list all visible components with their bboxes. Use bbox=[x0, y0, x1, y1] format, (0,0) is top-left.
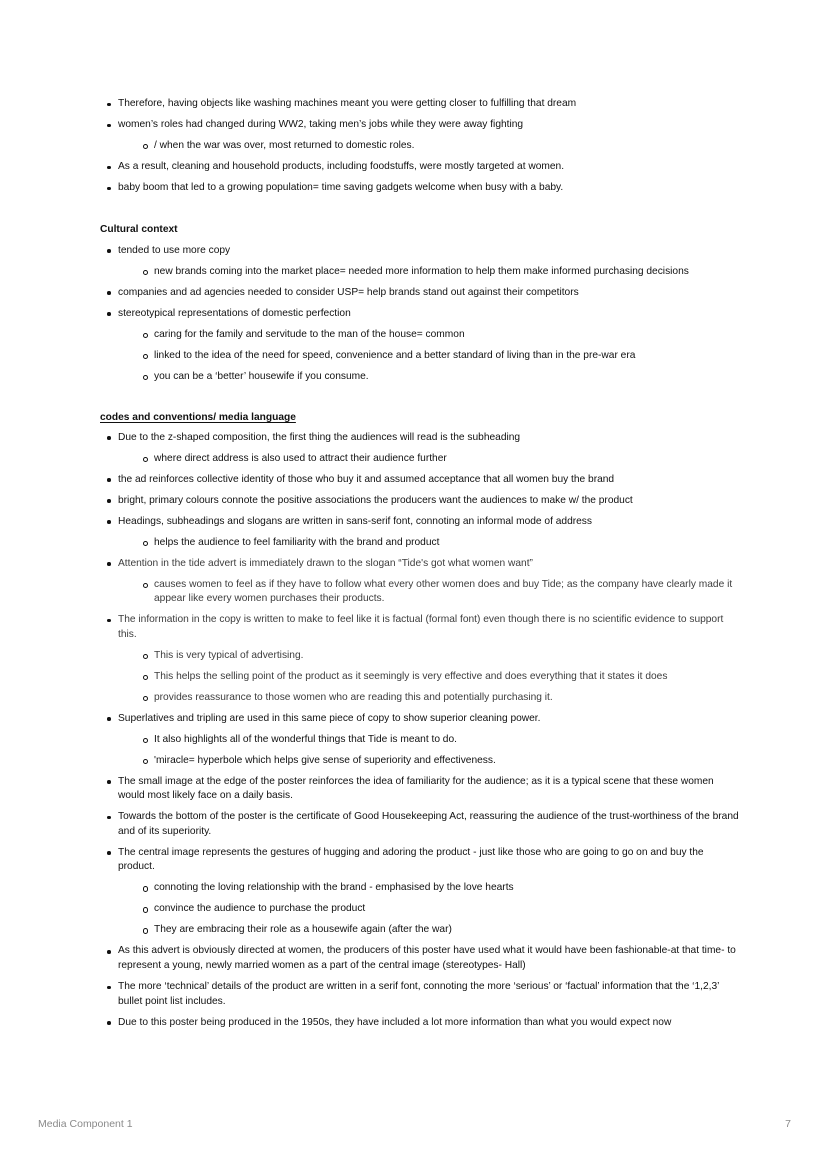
sub-list bbox=[118, 649, 740, 706]
list-item-text: women’s roles had changed during WW2, taking men’s jobs while they were away fighting bbox=[118, 118, 524, 130]
list-item bbox=[100, 181, 740, 196]
sub-list-item: provides reassurance to those women who are reading this and potentially purchasing it. bbox=[118, 691, 740, 706]
list-item-text: The central image represents the gestures of hugging and adoring the product - just like those who are going to go on and buy the product. bbox=[118, 846, 704, 873]
list-item bbox=[100, 431, 740, 467]
list-item-text: Due to this poster being produced in the 1950s, they have included a lot more information than what you would expect now bbox=[118, 1016, 672, 1028]
list-item bbox=[100, 810, 740, 839]
sub-list-item: 'miracle= hyperbole which helps give sense of superiority and effectiveness. bbox=[118, 754, 740, 769]
list-item bbox=[100, 97, 740, 112]
sub-list bbox=[118, 139, 740, 154]
list-item-text: Headings, subheadings and slogans are written in sans-serif font, connoting an informal mode of address bbox=[118, 515, 592, 527]
sub-list bbox=[118, 536, 740, 551]
list-item bbox=[100, 244, 740, 280]
list-item bbox=[100, 494, 740, 509]
sub-list-item: causes women to feel as if they have to follow what every other women does and buy Tide; as the company have clearly made it appear like every women purchases their products. bbox=[118, 578, 740, 607]
cultural-context-heading: Cultural context bbox=[100, 223, 178, 235]
sub-list-item: It also highlights all of the wonderful things that Tide is meant to do. bbox=[118, 733, 740, 748]
sub-list-item: connoting the loving relationship with the brand - emphasised by the love hearts bbox=[118, 881, 740, 896]
footer-title: Media Component 1 bbox=[38, 1118, 133, 1130]
sub-list-item: linked to the idea of the need for speed, convenience and a better standard of living than in the pre-war era bbox=[118, 349, 740, 364]
list-item bbox=[100, 160, 740, 175]
list-item-text: Superlatives and tripling are used in this same piece of copy to show superior cleaning power. bbox=[118, 712, 541, 724]
list-item bbox=[100, 286, 740, 301]
list-item-text: As a result, cleaning and household products, including foodstuffs, were mostly targeted at women. bbox=[118, 160, 565, 172]
codes-conventions-heading: codes and conventions/ media language bbox=[100, 412, 296, 424]
list-item-text: Attention in the tide advert is immediately drawn to the slogan “Tide's got what women want” bbox=[118, 557, 533, 569]
list-item bbox=[100, 1016, 740, 1031]
list-item-text: stereotypical representations of domestic perfection bbox=[118, 307, 351, 319]
list-item-text: As this advert is obviously directed at women, the producers of this poster have used what it would have been fashionable-at that time- to represent a young, newly married women as a part of the central image (stereotypes- Hall) bbox=[118, 945, 736, 971]
list-item bbox=[100, 846, 740, 938]
sub-list-item: convince the audience to purchase the product bbox=[118, 902, 740, 917]
list-item-text: the ad reinforces collective identity of those who buy it and assumed acceptance that all women buy the brand bbox=[118, 473, 615, 485]
list-item-text: companies and ad agencies needed to consider USP= help brands stand out against their competitors bbox=[118, 286, 579, 298]
sub-list bbox=[118, 733, 740, 769]
sub-list-item: They are embracing their role as a housewife again (after the war) bbox=[118, 923, 740, 938]
list-item-text: tended to use more copy bbox=[118, 244, 231, 256]
list-item bbox=[100, 118, 740, 154]
list-item-text: baby boom that led to a growing population= time saving gadgets welcome when busy with a baby. bbox=[118, 181, 564, 193]
sub-list-item: where direct address is also used to attract their audience further bbox=[118, 452, 740, 467]
sub-list-item: helps the audience to feel familiarity with the brand and product bbox=[118, 536, 740, 551]
sub-list bbox=[118, 328, 740, 385]
list-item-text: Therefore, having objects like washing machines meant you were getting closer to fulfilling that dream bbox=[118, 98, 577, 109]
sub-list-item: This is very typical of advertising. bbox=[118, 649, 740, 664]
list-item bbox=[100, 473, 740, 488]
sub-list bbox=[118, 578, 740, 607]
list-item-text: The small image at the edge of the poster reinforces the idea of familiarity for the audience; as it is a typical scene that these women would most likely face on a daily basis. bbox=[118, 775, 714, 802]
sub-list-item: you can be a ‘better’ housewife if you consume. bbox=[118, 370, 740, 385]
list-item bbox=[100, 557, 740, 607]
list-item-text: Towards the bottom of the poster is the certificate of Good Housekeeping Act, reassuring the audience of the trust-worthiness of the brand and of its superiority. bbox=[118, 811, 739, 837]
page-content bbox=[100, 97, 740, 1030]
list-item bbox=[100, 980, 740, 1009]
sub-list-item: This helps the selling point of the product as it seemingly is very effective and does everything that it states it does bbox=[118, 670, 740, 685]
sub-list-item: new brands coming into the market place= needed more information to help them make informed purchasing decisions bbox=[118, 265, 740, 280]
cultural-context-list bbox=[100, 244, 740, 385]
page-number: 7 bbox=[785, 1118, 791, 1130]
intro-bullet-list bbox=[100, 97, 740, 196]
list-item-text: bright, primary colours connote the positive associations the producers want the audiences to make w/ the product bbox=[118, 494, 633, 506]
list-item bbox=[100, 775, 740, 804]
list-item-text: Due to the z-shaped composition, the first thing the audiences will read is the subheading bbox=[118, 431, 521, 443]
codes-conventions-list bbox=[100, 431, 740, 1030]
list-item-text: The information in the copy is written to make to feel like it is factual (formal font) even though there is no scientific evidence to support this. bbox=[118, 614, 724, 640]
sub-list bbox=[118, 265, 740, 280]
list-item bbox=[100, 944, 740, 973]
list-item-text: The more ‘technical’ details of the product are written in a serif font, connoting the more ‘serious’ or ‘factual’ information that the ‘1,2,3’ bullet point list includes. bbox=[118, 980, 719, 1007]
sub-list bbox=[118, 881, 740, 938]
list-item bbox=[100, 712, 740, 769]
list-item bbox=[100, 613, 740, 705]
sub-list-item: caring for the family and servitude to the man of the house= common bbox=[118, 328, 740, 343]
list-item bbox=[100, 307, 740, 385]
sub-list bbox=[118, 452, 740, 467]
list-item bbox=[100, 515, 740, 551]
sub-list-item: / when the war was over, most returned to domestic roles. bbox=[118, 139, 740, 154]
